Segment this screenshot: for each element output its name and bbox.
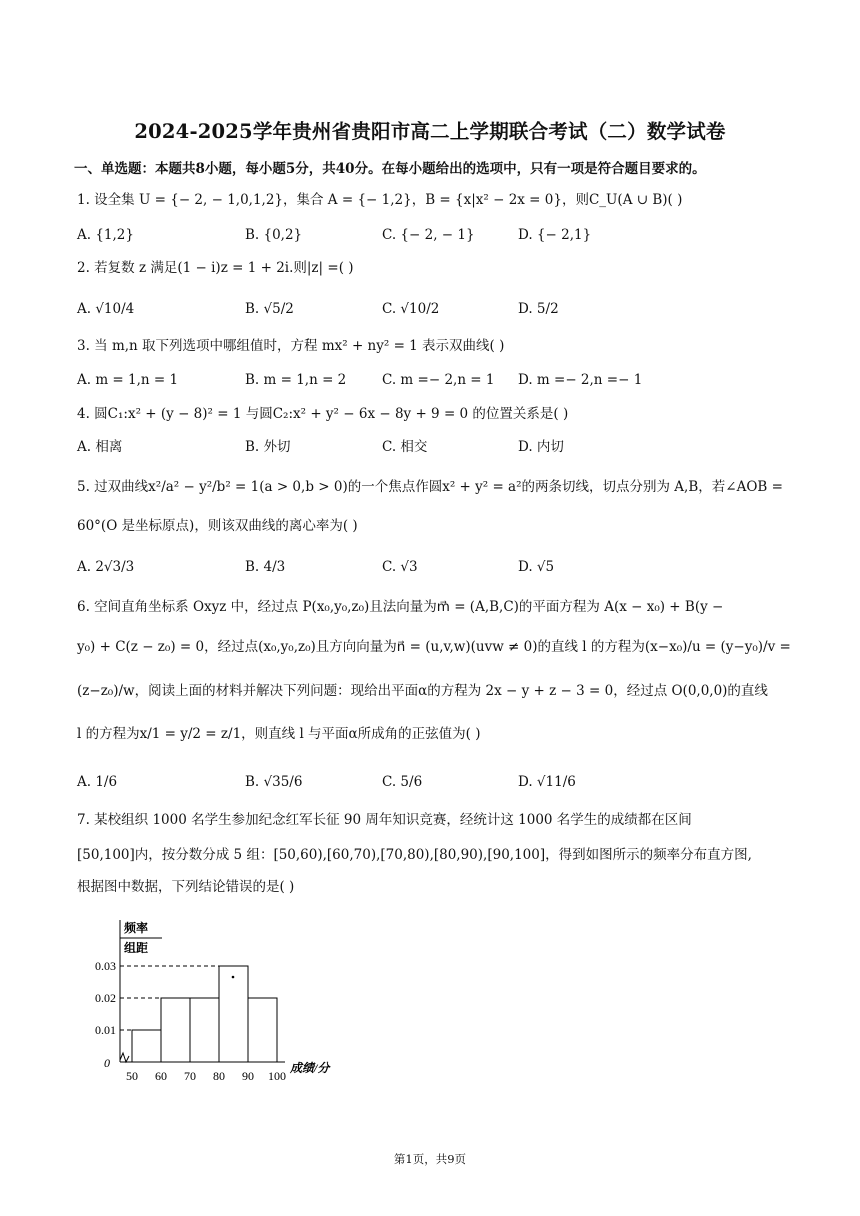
- origin-label: 0: [104, 1056, 110, 1070]
- q5-option-b: B. 4/3: [245, 559, 286, 575]
- q2-option-c: C. √10/2: [382, 301, 440, 317]
- bar-marker-dot: [232, 976, 235, 979]
- page-title: 2024-2025学年贵州省贵阳市高二上学期联合考试（二）数学试卷: [134, 120, 726, 143]
- y-tick-label: 0.01: [95, 1023, 116, 1037]
- histogram-bar: [161, 998, 190, 1062]
- page-footer: 第1页，共9页: [393, 1152, 467, 1166]
- question-6-stem-line-4: l 的方程为x/1 = y/2 = z/1，则直线 l 与平面α所成角的正弦值为( ): [77, 726, 481, 742]
- q6-option-a: A. 1/6: [77, 774, 118, 790]
- y-label-bottom: 组距: [124, 941, 149, 955]
- q2-option-a: A. √10/4: [77, 301, 135, 317]
- x-tick-label: 70: [184, 1069, 196, 1083]
- question-6-stem-line-2: y₀) + C(z − z₀) = 0，经过点(x₀,y₀,z₀)且方向向量为n⃗ = (u,v,w)(uvw ≠ 0)的直线 l 的方程为(x−x₀)/u = (y−y₀)/v =: [77, 639, 791, 655]
- q1-option-b: B. {0,2}: [245, 227, 303, 243]
- histogram-bar: [190, 998, 219, 1062]
- x-tick-label: 90: [242, 1069, 254, 1083]
- question-2-stem: 2. 若复数 z 满足(1 − i)z = 1 + 2i.则|z| =( ): [77, 260, 354, 276]
- q5-option-c: C. √3: [382, 559, 418, 575]
- x-tick-label: 60: [155, 1069, 167, 1083]
- q5-option-a: A. 2√3/3: [77, 559, 135, 575]
- q3-option-c: C. m =− 2,n = 1: [382, 372, 495, 388]
- q4-option-d: D. 内切: [518, 439, 564, 455]
- y-label-top: 频率: [124, 921, 149, 935]
- x-axis-label: 成绩/分: [290, 1061, 330, 1075]
- q1-option-d: D. {− 2,1}: [518, 227, 592, 243]
- question-6-stem-line-3: (z−z₀)/w，阅读上面的材料并解决下列问题：现给出平面α的方程为 2x − y + z − 3 = 0，经过点 O(0,0,0)的直线: [77, 683, 768, 699]
- question-6-stem-line-1: 6. 空间直角坐标系 Oxyz 中，经过点 P(x₀,y₀,z₀)且法向量为m⃗ = (A,B,C)的平面方程为 A(x − x₀) + B(y −: [77, 599, 724, 615]
- question-5-stem-line-2: 60°(O 是坐标原点)，则该双曲线的离心率为( ): [77, 518, 358, 534]
- q1-option-c: C. {− 2, − 1}: [382, 227, 475, 243]
- y-tick-label: 0.03: [95, 959, 116, 973]
- q4-option-b: B. 外切: [245, 439, 291, 455]
- x-tick-label: 50: [126, 1069, 138, 1083]
- q4-option-c: C. 相交: [382, 439, 428, 455]
- question-5-stem-line-1: 5. 过双曲线x²/a² − y²/b² = 1(a > 0,b > 0)的一个焦点作圆x² + y² = a²的两条切线，切点分别为 A,B，若∠AOB =: [77, 479, 783, 495]
- q3-option-b: B. m = 1,n = 2: [245, 372, 347, 388]
- q6-option-d: D. √11/6: [518, 774, 576, 790]
- y-tick-label: 0.02: [95, 991, 116, 1005]
- frequency-histogram: [80, 910, 380, 1085]
- q2-option-d: D. 5/2: [518, 301, 559, 317]
- question-7-stem-line-1: 7. 某校组织 1000 名学生参加纪念红军长征 90 周年知识竞赛，经统计这 1000 名学生的成绩都在区间: [77, 812, 692, 828]
- q5-option-d: D. √5: [518, 559, 555, 575]
- histogram-bar: [219, 966, 248, 1062]
- q3-option-d: D. m =− 2,n =− 1: [518, 372, 643, 388]
- q2-option-b: B. √5/2: [245, 301, 294, 317]
- q4-option-a: A. 相离: [77, 439, 123, 455]
- question-3-stem: 3. 当 m,n 取下列选项中哪组值时，方程 mx² + ny² = 1 表示双曲线( ): [77, 338, 505, 354]
- q3-option-a: A. m = 1,n = 1: [77, 372, 179, 388]
- x-tick-label: 100: [268, 1069, 286, 1083]
- histogram-bar: [132, 1030, 161, 1062]
- q6-option-b: B. √35/6: [245, 774, 303, 790]
- question-4-stem: 4. 圆C₁:x² + (y − 8)² = 1 与圆C₂:x² + y² − 6x − 8y + 9 = 0 的位置关系是( ): [77, 406, 569, 422]
- question-7-stem-line-3: 根据图中数据，下列结论错误的是( ): [77, 879, 295, 895]
- axis-break: [120, 1053, 129, 1062]
- question-1-stem: 1. 设全集 U = {− 2, − 1,0,1,2}，集合 A = {− 1,2}，B = {x|x² − 2x = 0}，则C_U(A ∪ B)( ): [77, 192, 683, 208]
- question-7-stem-line-2: [50,100]内，按分数分成 5 组：[50,60),[60,70),[70,80),[80,90),[90,100]，得到如图所示的频率分布直方图,: [77, 847, 752, 863]
- section-heading: 一、单选题：本题共8小题，每小题5分，共40分。在每小题给出的选项中，只有一项是符合题目要求的。: [74, 161, 706, 177]
- q1-option-a: A. {1,2}: [77, 227, 134, 243]
- x-tick-label: 80: [213, 1069, 225, 1083]
- q6-option-c: C. 5/6: [382, 774, 423, 790]
- histogram-bar: [248, 998, 277, 1062]
